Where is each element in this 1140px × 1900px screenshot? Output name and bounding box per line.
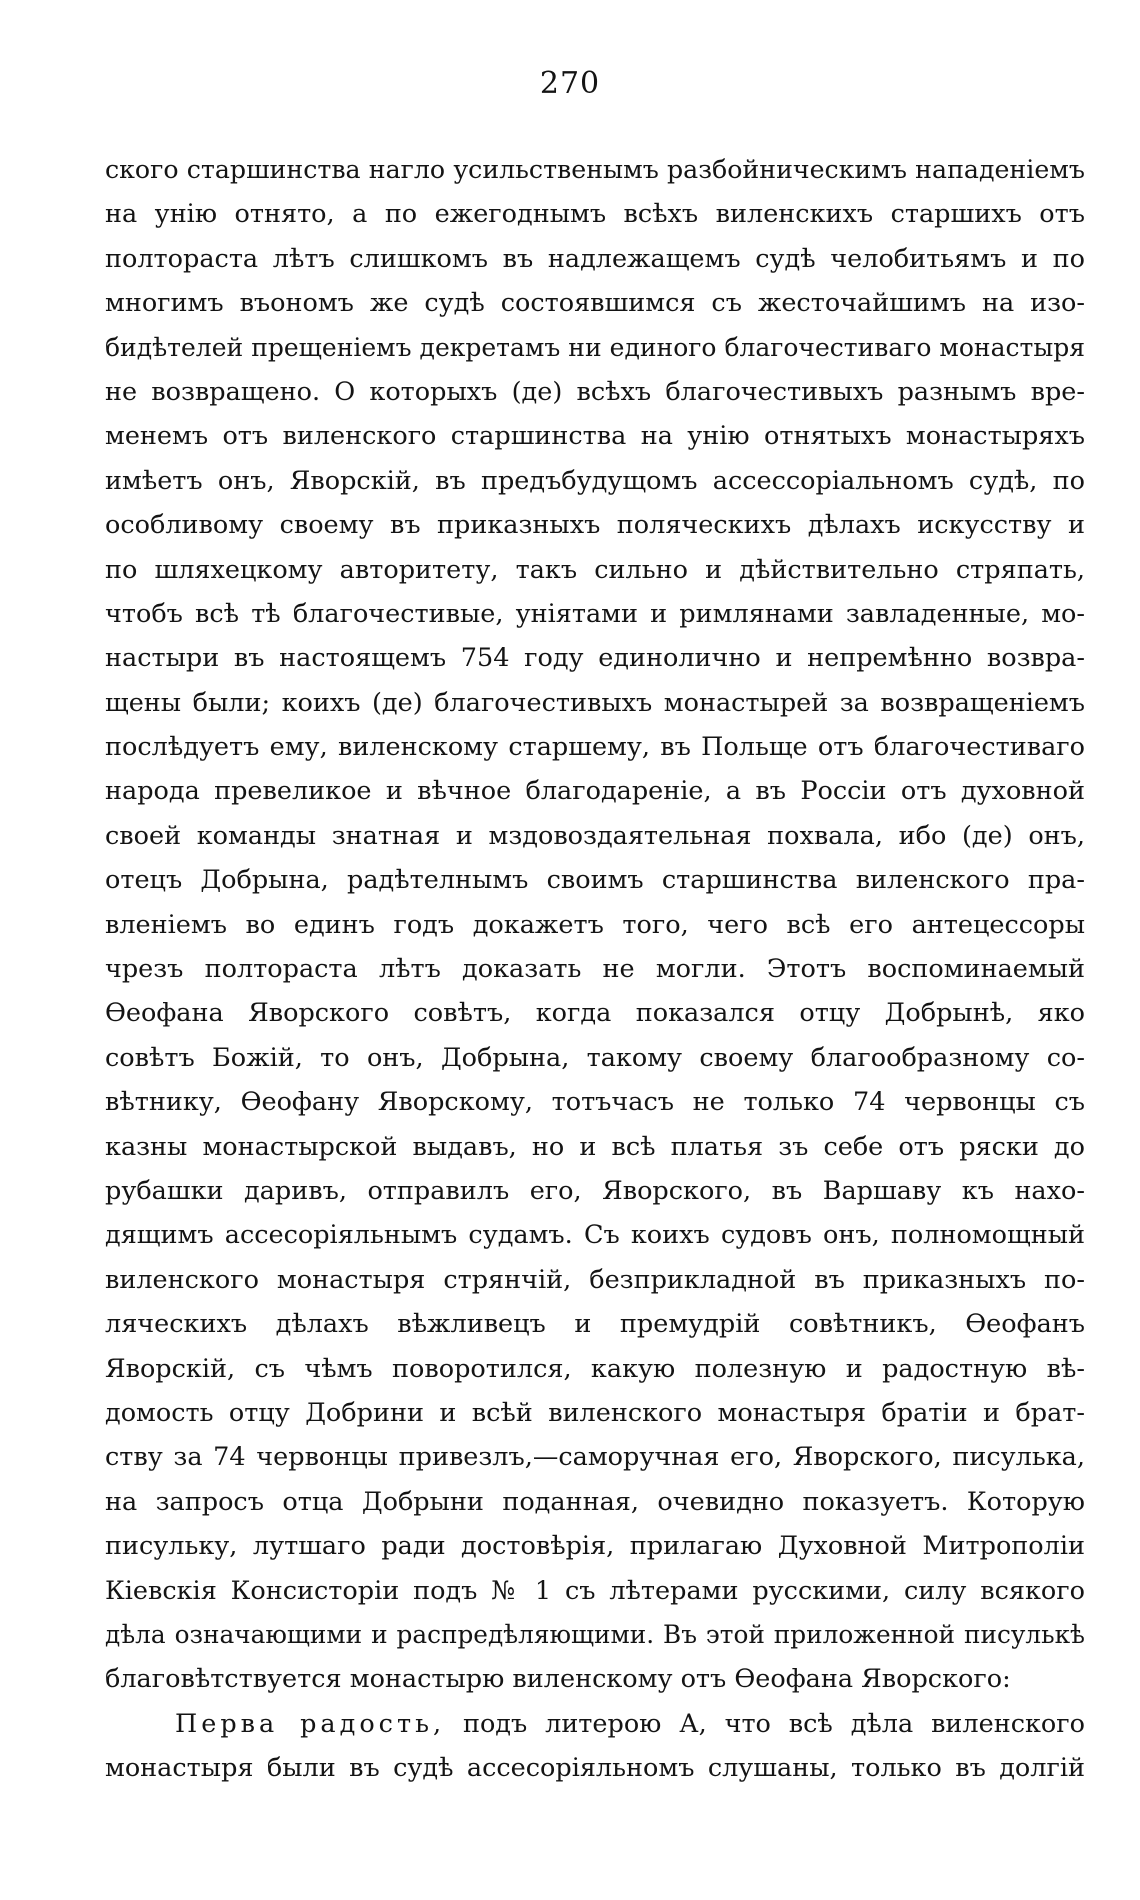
- text-line: отецъ Добрына, радѣтелнымъ своимъ старшинства виленского пра-: [105, 865, 1085, 896]
- text-line: на унію отнято, а по ежегоднымъ всѣхъ виленскихъ старшихъ отъ: [105, 199, 1085, 230]
- text-line: дящимъ ассесоріяльнымъ судамъ. Съ коихъ судовъ онъ, полномощный: [105, 1220, 1085, 1251]
- paragraph-end-line: благовѣтствуется монастырю виленскому отъ Ѳеофана Яворского:: [105, 1664, 1011, 1695]
- text-line: дѣла означающими и распредѣляющими. Въ этой приложенной писулькѣ: [105, 1619, 1085, 1649]
- text-line: на запросъ отца Добрыни поданная, очевидно показуетъ. Которую: [105, 1486, 1085, 1517]
- text-line: народа превеликое и вѣчное благодареніе, а въ Россіи отъ духовной: [105, 776, 1085, 807]
- page-number: 270: [539, 66, 601, 101]
- text-line: Яворскій, съ чѣмъ поворотился, какую полезную и радостную вѣ-: [105, 1353, 1085, 1384]
- text-line: щены были; коихъ (де) благочестивыхъ монастырей за возвращеніемъ: [105, 687, 1085, 718]
- text-line: не возвращено. О которыхъ (де) всѣхъ благочестивыхъ разнымъ вре-: [105, 376, 1085, 407]
- spaced-emphasis: Перва радость,: [175, 1708, 446, 1739]
- text-line: имѣетъ онъ, Яворскій, въ предъбудущомъ ассессоріальномъ судѣ, по: [105, 465, 1085, 496]
- text-line: менемъ отъ виленского старшинства на унію отнятыхъ монастыряхъ: [105, 421, 1085, 452]
- text-line: чрезъ полтораста лѣтъ доказать не могли. Этотъ воспоминаемый: [105, 954, 1085, 985]
- text-line: писульку, лутшаго ради достовѣрія, прилагаю Духовной Митрополіи: [105, 1531, 1085, 1562]
- text-line: послѣдуетъ ему, виленскому старшему, въ Польще отъ благочестиваго: [105, 732, 1085, 763]
- text-line: чтобъ всѣ тѣ благочестивые, уніятами и римлянами завладенные, мо-: [105, 598, 1085, 629]
- text-line: ского старшинства нагло усильственымъ разбойническимъ нападеніемъ: [105, 155, 1085, 184]
- line-rest: подъ литерою А, что всѣ дѣла виленского: [445, 1708, 1085, 1739]
- text-line: совѣтъ Божій, то онъ, Добрына, такому своему благообразному со-: [105, 1042, 1085, 1073]
- text-line: казны монастырской выдавъ, но и всѣ платья зъ себе отъ ряски до: [105, 1131, 1085, 1162]
- text-line: монастыря были въ судѣ ассесоріяльномъ слушаны, только въ долгій: [105, 1753, 1085, 1784]
- text-line: рубашки даривъ, отправилъ его, Яворского, въ Варшаву къ нахо-: [105, 1175, 1085, 1206]
- text-line: Кіевскія Консисторіи подъ № 1 съ лѣтерами русскими, силу всякого: [105, 1575, 1085, 1606]
- text-line: Ѳеофана Яворского совѣтъ, когда показался отцу Добрынѣ, яко: [105, 998, 1085, 1029]
- text-line: полтораста лѣтъ слишкомъ въ надлежащемъ судѣ челобитьямъ и по: [105, 243, 1085, 274]
- text-line: виленского монастыря стрянчій, безприкладной въ приказныхъ по-: [105, 1264, 1085, 1295]
- paragraph-start-line: [105, 1702, 1085, 1746]
- text-line: своей команды знатная и мздовоздаятельная похвала, ибо (де) онъ,: [105, 820, 1085, 851]
- text-line: ству за 74 червонцы привезлъ,—саморучная его, Яворского, писулька,: [105, 1442, 1085, 1473]
- text-line: вѣтнику, Ѳеофану Яворскому, тотъчасъ не только 74 червонцы съ: [105, 1087, 1085, 1118]
- text-line: особливому своему въ приказныхъ поляческихъ дѣлахъ искусству и: [105, 510, 1085, 541]
- text-line: вленіемъ во единъ годъ докажетъ того, чего всѣ его антецессоры: [105, 909, 1085, 940]
- text-line: настыри въ настоящемъ 754 году единолично и непремѣнно возвра-: [105, 643, 1085, 674]
- text-line: ляческихъ дѣлахъ вѣжливецъ и премудрій совѣтникъ, Ѳеофанъ: [105, 1309, 1085, 1340]
- text-line: многимъ въономъ же судѣ состоявшимся съ жесточайшимъ на изо-: [105, 288, 1085, 319]
- text-line: по шляхецкому авторитету, такъ сильно и дѣйствительно стряпать,: [105, 554, 1085, 585]
- text-line: бидѣтелей прещеніемъ декретамъ ни единого благочестиваго монастыря: [105, 332, 1085, 362]
- text-line: домость отцу Добрини и всѣй виленского монастыря братіи и брат-: [105, 1397, 1085, 1428]
- main-text: [105, 148, 1085, 1790]
